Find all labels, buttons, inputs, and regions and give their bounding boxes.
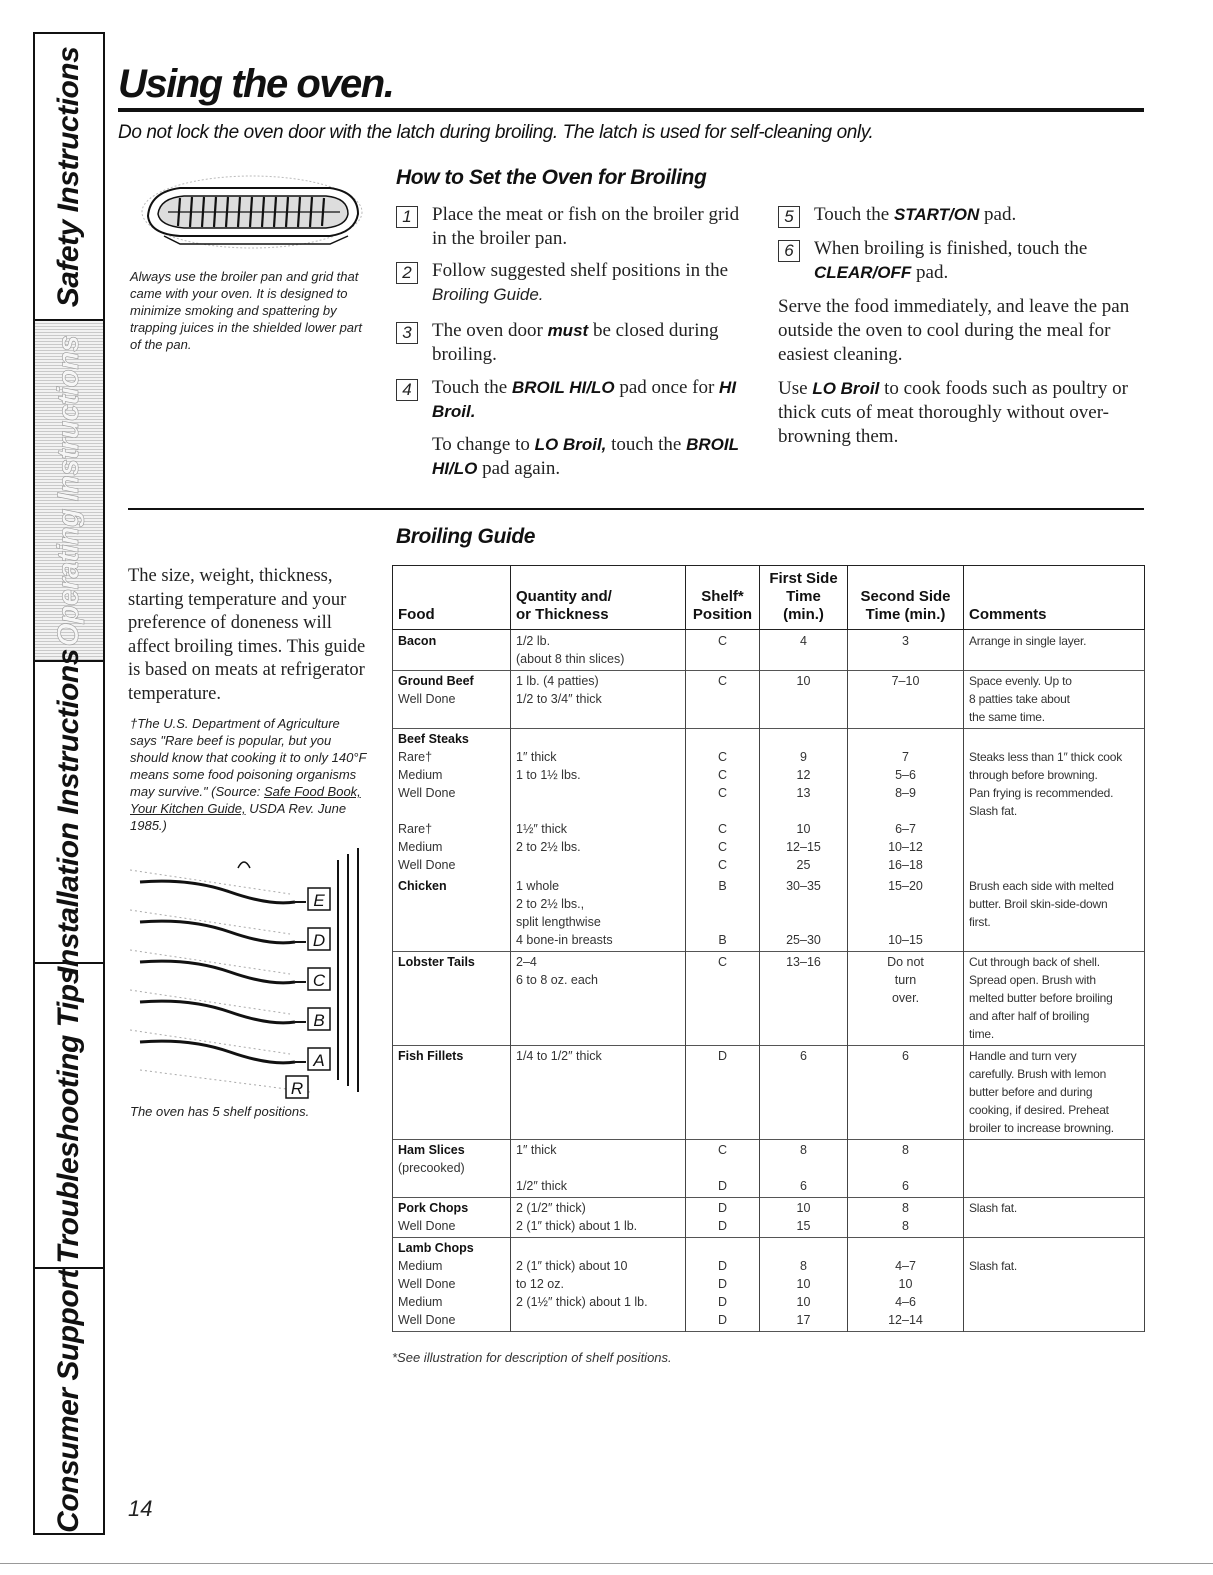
shelf-letter: R	[290, 1079, 304, 1098]
side-tab-bar	[33, 32, 105, 1535]
shelf-cell: C	[686, 952, 760, 1046]
quantity-cell: 1″ thick 1 to 1½ lbs. 1½″ thick 2 to 2½ lbs.	[511, 729, 686, 877]
quantity-cell: 1 whole 2 to 2½ lbs., split lengthwise 4 bone-in breasts	[511, 876, 686, 952]
food-cell: Chicken	[393, 876, 511, 952]
table-row	[393, 952, 1145, 1046]
food-cell: Lamb Chops Medium Well Done Medium Well Done	[393, 1238, 511, 1332]
step-text: The oven door must be closed during broiling.	[432, 320, 719, 365]
page-number: 14	[128, 1496, 153, 1521]
first-side-cell: 8 6	[760, 1140, 848, 1198]
table-row	[393, 671, 1145, 729]
usda-source-title: Safe Food Book, Your Kitchen Guide,	[130, 784, 361, 816]
section-rule	[128, 508, 1144, 510]
step-text: Follow suggested shelf positions in the Broiling Guide.	[432, 260, 729, 304]
table-row	[393, 630, 1145, 671]
tab-installation-instructions[interactable]: Installation Instructions	[35, 662, 103, 964]
step-text: Touch the START/ON pad.	[814, 204, 1017, 225]
first-side-cell: 30–35 25–30	[760, 876, 848, 952]
comments-cell	[964, 1140, 1145, 1198]
first-side-cell: 6	[760, 1046, 848, 1140]
step-number: 4	[396, 379, 418, 401]
second-side-cell: 8 6	[848, 1140, 964, 1198]
broiling-guide-reference: Broiling Guide.	[432, 285, 544, 304]
second-side-cell: 15–20 10–15	[848, 876, 964, 952]
shelf-cell: C	[686, 671, 760, 729]
page-bottom-rule	[0, 1563, 1213, 1564]
step-number: 6	[778, 240, 800, 262]
table-row	[393, 1140, 1145, 1198]
step-number: 3	[396, 322, 418, 344]
comments-cell: Steaks less than 1″ thick cook through before browning. Pan frying is recommended. Slash fat.	[964, 729, 1145, 877]
page-title: Using the oven.	[118, 62, 394, 106]
food-cell: Fish Fillets	[393, 1046, 511, 1140]
shelf-cell: D	[686, 1046, 760, 1140]
broiling-guide-heading: Broiling Guide	[396, 525, 536, 548]
first-side-cell: 8 10 10 17	[760, 1238, 848, 1332]
broiler-pan-caption: Always use the broiler pan and grid that came with your oven. It is designed to minimize smoking and spattering by trapping juices in the shielded lower part of the pan.	[130, 269, 362, 352]
first-side-cell: 13–16	[760, 952, 848, 1046]
shelf-cell: C D	[686, 1140, 760, 1198]
food-cell: Ground Beef Well Done	[393, 671, 511, 729]
quantity-cell: 1/4 to 1/2″ thick	[511, 1046, 686, 1140]
shelf-cell: C	[686, 630, 760, 671]
lo-broil-usage-text: Use LO Broil to cook foods such as poultry or thick cuts of meat thoroughly without over-browning them.	[778, 378, 1128, 447]
second-side-cell: 6	[848, 1046, 964, 1140]
first-side-cell: 10 15	[760, 1198, 848, 1238]
tab-safety-instructions[interactable]: Safety Instructions	[35, 34, 103, 321]
quantity-cell: 2 (1/2″ thick) 2 (1″ thick) about 1 lb.	[511, 1198, 686, 1238]
step-text: When broiling is finished, touch the CLEAR/OFF pad.	[814, 238, 1088, 283]
second-side-cell: 4–7 10 4–6 12–14	[848, 1238, 964, 1332]
step-number: 5	[778, 206, 800, 228]
comments-cell: Arrange in single layer.	[964, 630, 1145, 671]
shelf-cell: B B	[686, 876, 760, 952]
shelf-letter: C	[312, 971, 326, 990]
table-row	[393, 1198, 1145, 1238]
usda-footnote: †The U.S. Department of Agriculture says "Rare beef is popular, but you should know that cooking it to only 140°F means some food poisoning organisms may survive." (Source: Safe Food Book, Your Kitchen Guide, USDA Rev. June 1985.)	[130, 716, 367, 833]
table-row	[393, 1046, 1145, 1140]
comments-cell: Cut through back of shell. Spread open. Brush with melted butter before broiling and after half of broiling time.	[964, 952, 1145, 1046]
second-side-cell: 8 8	[848, 1198, 964, 1238]
table-header-row	[393, 566, 1145, 630]
step-text: Touch the BROIL HI/LO pad once for HI Broil.	[432, 377, 737, 421]
comments-cell: Brush each side with melted butter. Broil skin-side-down first.	[964, 876, 1145, 952]
shelf-cell: D D D D	[686, 1238, 760, 1332]
step-number: 2	[396, 262, 418, 284]
quantity-cell: 1″ thick 1/2″ thick	[511, 1140, 686, 1198]
food-cell: Beef Steaks Rare† Medium Well Done Rare† Medium Well Done	[393, 729, 511, 877]
comments-cell: Space evenly. Up to 8 patties take about the same time.	[964, 671, 1145, 729]
comments-cell: Slash fat.	[964, 1238, 1145, 1332]
table-row	[393, 729, 1145, 877]
header-comments: Comments	[964, 566, 1145, 630]
broil-hi-lo-pad: BROIL HI/LO	[432, 435, 739, 478]
first-side-cell: 4	[760, 630, 848, 671]
header-food: Food	[393, 566, 511, 630]
table-row	[393, 1238, 1145, 1332]
clear-off-pad: CLEAR/OFF	[814, 263, 912, 282]
title-rule	[118, 108, 1144, 112]
second-side-cell: 3	[848, 630, 964, 671]
broiling-steps-heading: How to Set the Oven for Broiling	[396, 166, 707, 189]
tab-operating-instructions[interactable]: Operating Instructions	[35, 321, 103, 662]
food-cell: Pork Chops Well Done	[393, 1198, 511, 1238]
shelf-positions-illustration	[130, 840, 375, 1100]
second-side-cell: 7 5–6 8–9 6–7 10–12 16–18	[848, 729, 964, 877]
shelf-letter: E	[313, 891, 325, 910]
shelf-positions-caption: The oven has 5 shelf positions.	[130, 1104, 310, 1119]
quantity-cell: 1/2 lb. (about 8 thin slices)	[511, 630, 686, 671]
comments-cell: Slash fat.	[964, 1198, 1145, 1238]
second-side-cell: Do not turn over.	[848, 952, 964, 1046]
shelf-letter: D	[312, 931, 326, 950]
header-quantity: Quantity and/ or Thickness	[511, 566, 686, 630]
shelf-cell: C C C C C C	[686, 729, 760, 877]
shelf-cell: D D	[686, 1198, 760, 1238]
table-row	[393, 876, 1145, 952]
header-shelf-position: Shelf* Position	[686, 566, 760, 630]
food-cell: Bacon	[393, 630, 511, 671]
first-side-cell: 9 12 13 10 12–15 25	[760, 729, 848, 877]
second-side-cell: 7–10	[848, 671, 964, 729]
tab-troubleshooting-tips[interactable]: Troubleshooting Tips	[35, 964, 103, 1269]
broiling-intro-text: The size, weight, thickness, starting temperature and your preference of doneness will affect broiling times. This guide is based on meats at refrigerator temperature.	[128, 566, 366, 704]
quantity-cell: 2–4 6 to 8 oz. each	[511, 952, 686, 1046]
header-first-side-time: First Side Time (min.)	[760, 566, 848, 630]
food-cell: Lobster Tails	[393, 952, 511, 1046]
step-text: Place the meat or fish on the broiler grid in the broiler pan.	[432, 204, 740, 249]
broiler-pan-illustration	[140, 170, 365, 255]
shelf-letter: A	[313, 1051, 325, 1070]
table-footnote: *See illustration for description of shelf positions.	[392, 1350, 672, 1365]
broil-hi-lo-pad: BROIL HI/LO	[511, 378, 615, 397]
step-number: 1	[396, 206, 418, 228]
lo-broil-change-text: To change to LO Broil, touch the BROIL HI/LO pad again.	[432, 434, 739, 479]
latch-warning: Do not lock the oven door with the latch during broiling. The latch is used for self-cleaning only.	[118, 122, 874, 143]
first-side-cell: 10	[760, 671, 848, 729]
quantity-cell: 2 (1″ thick) about 10 to 12 oz. 2 (1½″ thick) about 1 lb.	[511, 1238, 686, 1332]
header-second-side-time: Second Side Time (min.)	[848, 566, 964, 630]
serve-text: Serve the food immediately, and leave the pan outside the oven to cool during the meal for easiest cleaning.	[778, 296, 1130, 365]
comments-cell: Handle and turn very carefully. Brush with lemon butter before and during cooking, if desired. Preheat broiler to increase browning.	[964, 1046, 1145, 1140]
start-on-pad: START/ON	[893, 205, 980, 224]
broiling-guide-table	[392, 565, 1145, 1332]
tab-consumer-support[interactable]: Consumer Support	[52, 1269, 85, 1533]
shelf-letter: B	[313, 1011, 325, 1030]
quantity-cell: 1 lb. (4 patties) 1/2 to 3/4″ thick	[511, 671, 686, 729]
food-cell: Ham Slices (precooked)	[393, 1140, 511, 1198]
